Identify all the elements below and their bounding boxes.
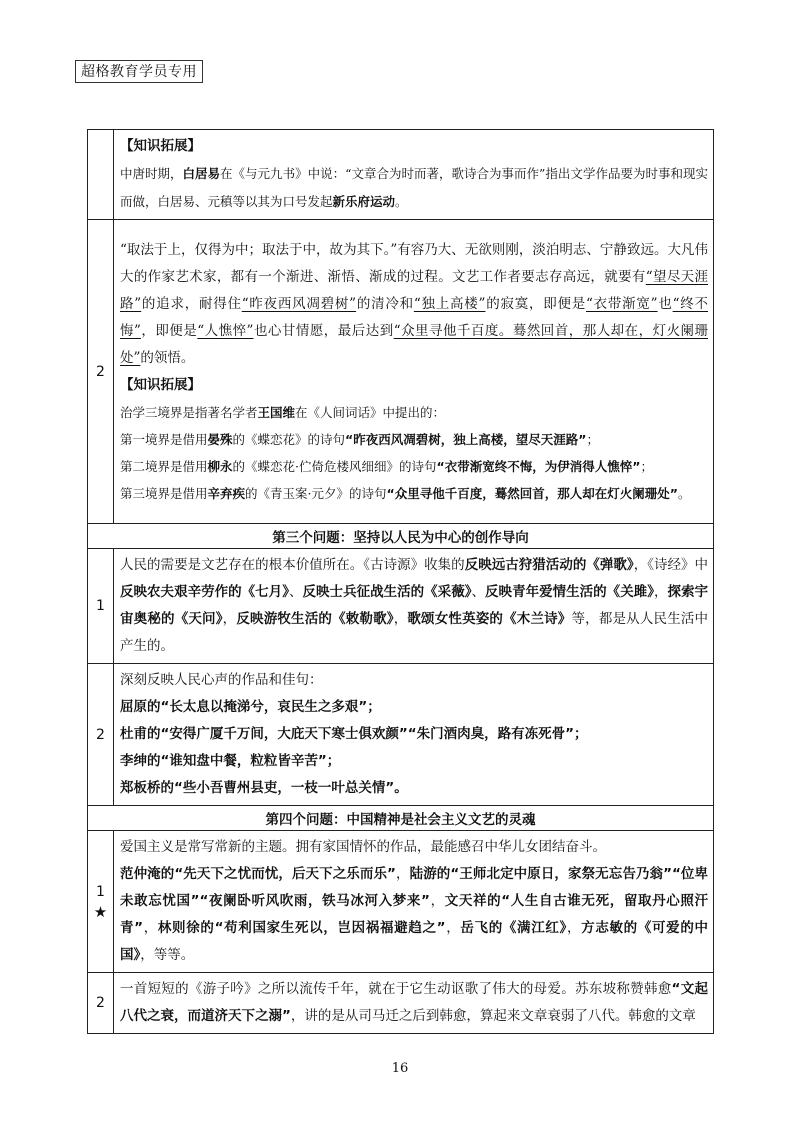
row-number: 2 xyxy=(88,973,114,1034)
quote-line: 李绅的“谁知盘中餐，粒粒皆辛苦”； xyxy=(120,753,341,769)
row-body: 爱国主义是常写常新的主题。拥有家国情怀的作品，最能感召中华儿女团结奋斗。 范仲淹的“先天下之忧而忧，后天下之乐而乐”，陆游的“王师北定中原日，家祭无忘告乃翁”“位卑未敢忘忧国”“夜阑卧听风吹雨，铁马冰河入梦来”，文天祥的“人生自古谁无死，留取丹心照汗青”，林则徐的“苟利国家生死以，岂因祸福避趋之”，岳飞的《满江红》，方志敏的《可爱的中国》，等等。 xyxy=(114,831,714,973)
knowledge-heading: 【知识拓展】 xyxy=(120,138,201,154)
table-row-4 xyxy=(88,664,714,806)
row-body: 一首短短的《游子吟》之所以流传千年，就在于它生动讴歌了伟大的母爱。苏东坡称赞韩愈“文起八代之衰，而道济天下之溺”，讲的是从司马迁之后到韩愈，算起来文章衰弱了八代。韩愈的文章 xyxy=(114,973,714,1034)
quote-line: 郑板桥的“些小吾曹州县吏，一枝一叶总关情”。 xyxy=(120,780,408,796)
section-title: 第四个问题：中国精神是社会主义文艺的灵魂 xyxy=(88,806,714,831)
quote-line: 屈原的“长太息以掩涕兮，哀民生之多艰”； xyxy=(120,699,381,715)
quote-line: 杜甫的“安得广厦千万间，大庇天下寒士俱欢颜”“朱门酒肉臭，路有冻死骨”； xyxy=(120,726,588,742)
section-title: 第三个问题：坚持以人民为中心的创作导向 xyxy=(88,524,714,549)
row-body: 人民的需要是文艺存在的根本价值所在。《古诗源》收集的反映远古狩猎活动的《弹歌》，《诗经》中反映农夫艰辛劳作的《七月》、反映士兵征战生活的《采薇》、反映青年爱情生活的《关雎》，探索宇宙奥秘的《天问》，反映游牧生活的《敕勒歌》，歌颂女性英姿的《木兰诗》等，都是从人民生活中产生的。 xyxy=(114,549,714,664)
knowledge-line: 第二境界是借用柳永的《蝶恋花·伫倚危楼风细细》的诗句“衣带渐宽终不悔，为伊消得人憔悴”； xyxy=(120,458,653,474)
table-row-6 xyxy=(88,973,714,1034)
knowledge-line: 治学三境界是指著名学者王国维在《人间词话》中提出的： xyxy=(120,404,446,420)
row-number: 2 xyxy=(88,664,114,806)
table-row-5 xyxy=(88,831,714,973)
row-body xyxy=(114,130,714,220)
knowledge-text: 中唐时期，白居易在《与元九书》中说：“文章合为时而著，歌诗合为事而作”指出文学作品要为时事和现实而做，白居易、元稹等以其为口号发起新乐府运动。 xyxy=(120,166,708,209)
row-body xyxy=(114,664,714,806)
content-table xyxy=(87,129,714,1034)
intro-line: 爱国主义是常写常新的主题。拥有家国情怀的作品，最能感召中华儿女团结奋斗。 xyxy=(120,839,606,855)
intro-line: 深刻反映人民心声的作品和佳句： xyxy=(120,672,323,688)
table-row-knowledge-1 xyxy=(88,130,714,220)
row-body xyxy=(114,220,714,524)
paragraph: “取法于上，仅得为中；取法于中，故为其下。”有容乃大、无欲则刚，淡泊明志、宁静致远。大凡伟大的作家艺术家，都有一个渐进、渐悟、渐成的过程。文艺工作者要志存高远，就要有“望尽天涯路”的追求，耐得住“昨夜西风凋碧树”的清冷和“独上高楼”的寂寞，即便是“衣带渐宽”也“终不悔”，即便是“人憔悴”也心甘情愿，最后达到“众里寻他千百度。蓦然回首，那人却在，灯火阑珊处”的领悟。 xyxy=(120,241,709,366)
knowledge-line: 第一境界是借用晏殊的《蝶恋花》的诗句“昨夜西风凋碧树，独上高楼，望尽天涯路”； xyxy=(120,431,599,447)
star-icon: ★ xyxy=(93,902,108,921)
knowledge-heading: 【知识拓展】 xyxy=(120,376,201,393)
knowledge-line: 第三境界是借用辛弃疾的《青玉案·元夕》的诗句“众里寻他千百度，蓦然回首，那人却在灯火阑珊处”。 xyxy=(120,485,691,501)
section-row xyxy=(88,806,714,831)
table-row-2 xyxy=(88,220,714,524)
row-number: 2 xyxy=(88,220,114,524)
page-number: 16 xyxy=(391,1061,409,1076)
student-only-stamp: 超格教育学员专用 xyxy=(75,60,203,83)
row-number-cell xyxy=(88,130,114,220)
table-row-3 xyxy=(88,549,714,664)
row-number: 1 xyxy=(88,549,114,664)
row-number: 1 ★ xyxy=(88,831,114,973)
section-row xyxy=(88,524,714,549)
